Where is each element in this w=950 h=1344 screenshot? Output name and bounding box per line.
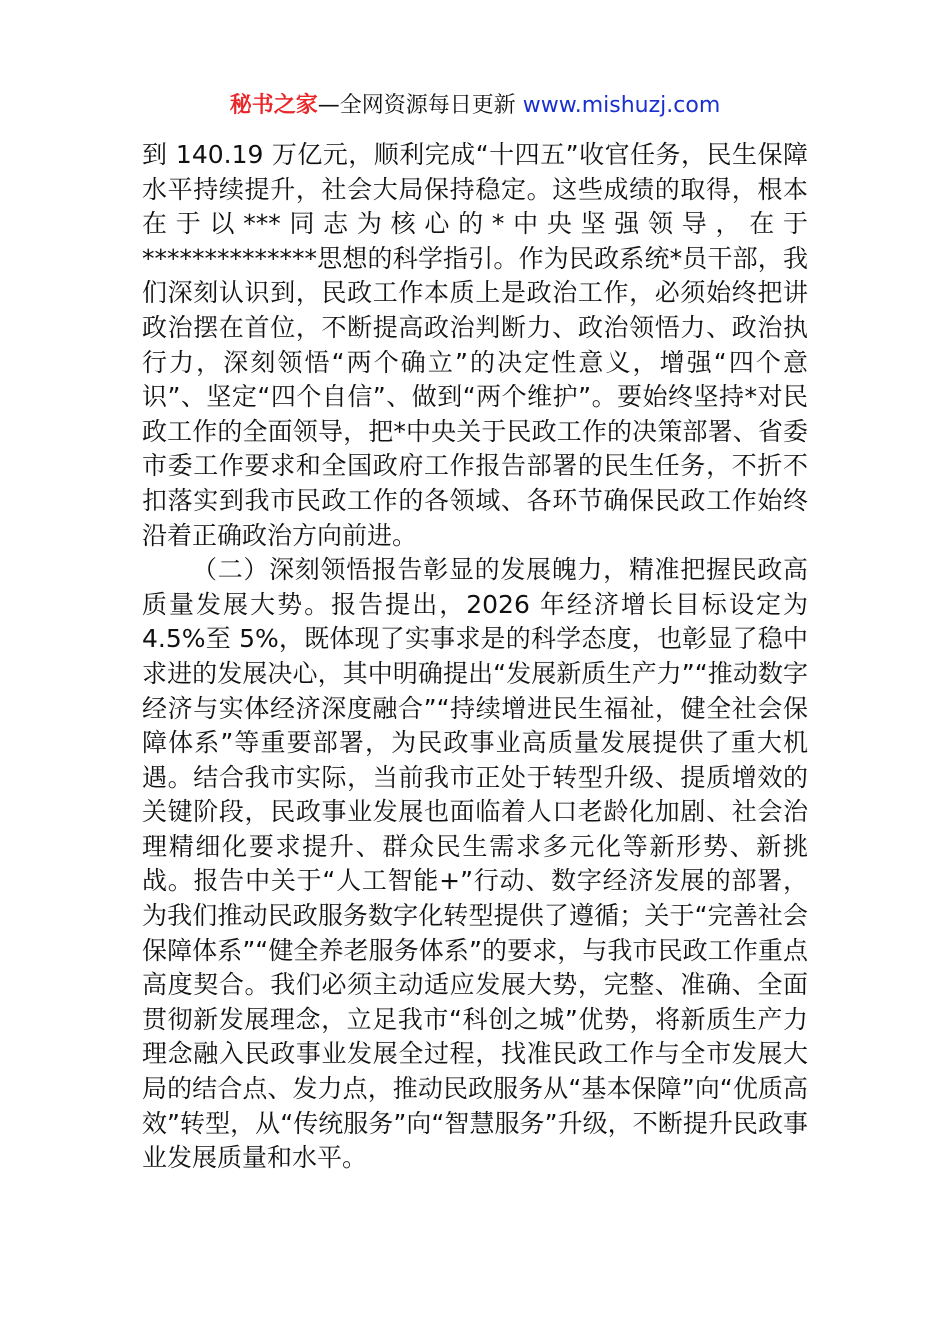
header-slogan: —全网资源每日更新 <box>317 93 516 118</box>
paragraph-section-two: （二）深刻领悟报告彰显的发展魄力，精准把握民政高质量发展大势。报告提出，2026 年经济增长目标设定为 4.5%至 5%，既体现了实事求是的科学态度，也彰显了稳中求进的发展决心，其中明确提出“发展新质生产力”“推动数字经济与实体经济深度融合”“持续增进民生福祉，健全社会保障体系”等重要部署，为民政事业高质量发展提供了重大机遇。结合我市实际，当前我市正处于转型升级、提质增效的关键阶段，民政事业发展也面临着人口老龄化加剧、社会治理精细化要求提升、群众民生需求多元化等新形势、新挑战。报告中关于“人工智能+”行动、数字经济发展的部署，为我们推动民政服务数字化转型提供了遵循；关于“完善社会保障体系”“健全养老服务体系”的要求，与我市民政工作重点高度契合。我们必须主动适应发展大势，完整、准确、全面贯彻新发展理念，立足我市“科创之城”优势，将新质生产力理念融入民政事业发展全过程，找准民政工作与全市发展大局的结合点、发力点，推动民政服务从“基本保障”向“优质高效”转型，从“传统服务”向“智慧服务”升级，不断提升民政事业发展质量和水平。 <box>142 555 808 1173</box>
document-body <box>142 138 808 1176</box>
paragraph-continued: 到 140.19 万亿元，顺利完成“十四五”收官任务，民生保障水平持续提升，社会大局保持稳定。这些成绩的取得，根本在于以***同志为核心的*中央坚强领导，在于**************思想的科学指引。作为民政系统*员干部，我们深刻认识到，民政工作本质上是政治工作，必须始终把讲政治摆在首位，不断提高政治判断力、政治领悟力、政治执行力，深刻领悟“两个确立”的决定性意义，增强“四个意识”、坚定“四个自信”、做到“两个维护”。要始终坚持*对民政工作的全面领导，把*中央关于民政工作的决策部署、省委市委工作要求和全国政府工作报告部署的民生任务，不折不扣落实到我市民政工作的各领域、各环节确保民政工作始终沿着正确政治方向前进。 <box>142 140 808 550</box>
site-url-link[interactable]: www.mishuzj.com <box>522 93 721 118</box>
brand-name: 秘书之家 <box>229 93 318 118</box>
site-header <box>0 86 950 126</box>
